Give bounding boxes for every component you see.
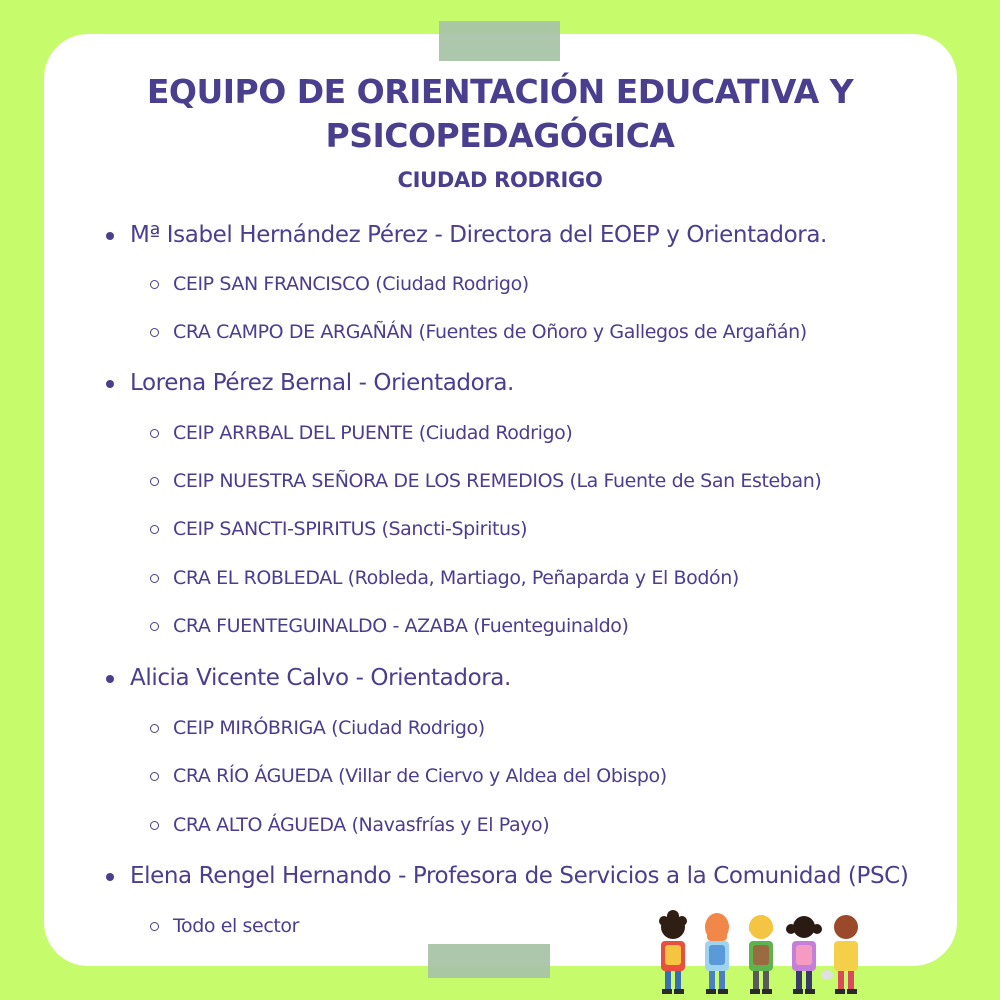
center-label: CEIP SAN FRANCISCO (Ciudad Rodrigo) (173, 273, 529, 295)
center-label: CRA FUENTEGUINALDO - AZABA (Fuenteguinaldo) (173, 615, 629, 637)
bullet-ring (150, 772, 159, 781)
child-figure (749, 915, 773, 994)
bullet-ring (150, 922, 159, 931)
center-label: CEIP SANCTI-SPIRITUS (Sancti-Spiritus) (173, 518, 528, 540)
center-label: CEIP NUESTRA SEÑORA DE LOS REMEDIOS (La Fuente de San Esteban) (173, 470, 822, 492)
bullet-ring (150, 574, 159, 583)
center-item (173, 468, 821, 494)
child-figure (659, 910, 687, 994)
washi-tape-top (439, 21, 560, 61)
member-item (130, 369, 514, 397)
bullet-ring (150, 724, 159, 733)
center-label: CEIP ARRBAL DEL PUENTE (Ciudad Rodrigo) (173, 422, 573, 444)
member-label: Alicia Vicente Calvo - Orientadora. (130, 665, 511, 691)
bullet-ring (150, 280, 159, 289)
bullet-dot (106, 380, 114, 388)
bullet-ring (150, 477, 159, 486)
center-item (173, 319, 807, 345)
center-item (173, 420, 572, 446)
washi-tape-bottom (428, 944, 550, 978)
member-item (130, 862, 908, 890)
bullet-ring (150, 525, 159, 534)
bullet-ring (150, 429, 159, 438)
center-item (173, 763, 667, 789)
children-group-illustration (655, 905, 870, 1000)
center-label: CRA RÍO ÁGUEDA (Villar de Ciervo y Aldea del Obispo) (173, 765, 667, 787)
center-label: CRA EL ROBLEDAL (Robleda, Martiago, Peñaparda y El Bodón) (173, 567, 739, 589)
bullet-ring (150, 328, 159, 337)
child-figure (786, 916, 822, 994)
center-item (173, 913, 299, 939)
center-label: CRA CAMPO DE ARGAÑÁN (Fuentes de Oñoro y Gallegos de Argañán) (173, 321, 807, 343)
page-title: EQUIPO DE ORIENTACIÓN EDUCATIVA Y PSICOPEDAGÓGICA (146, 72, 854, 155)
member-label: Elena Rengel Hernando - Profesora de Servicios a la Comunidad (PSC) (130, 863, 909, 889)
center-item (173, 715, 485, 741)
child-figure (705, 913, 729, 994)
member-label: Lorena Pérez Bernal - Orientadora. (130, 370, 514, 396)
page-subtitle: CIUDAD RODRIGO (397, 168, 603, 192)
bullet-dot (106, 232, 114, 240)
bullet-dot (106, 873, 114, 881)
member-item (130, 221, 827, 249)
bullet-ring (150, 622, 159, 631)
center-item (173, 271, 529, 297)
center-item (173, 516, 527, 542)
center-item (173, 812, 549, 838)
member-item (130, 664, 511, 692)
bullet-dot (106, 675, 114, 683)
center-label: CRA ALTO ÁGUEDA (Navasfrías y El Payo) (173, 814, 550, 836)
child-figure (821, 915, 858, 994)
member-label: Mª Isabel Hernández Pérez - Directora del EOEP y Orientadora. (130, 222, 827, 248)
center-item (173, 565, 739, 591)
center-label: CEIP MIRÓBRIGA (Ciudad Rodrigo) (173, 717, 485, 739)
center-item (173, 613, 629, 639)
center-label: Todo el sector (173, 915, 300, 937)
bullet-ring (150, 821, 159, 830)
